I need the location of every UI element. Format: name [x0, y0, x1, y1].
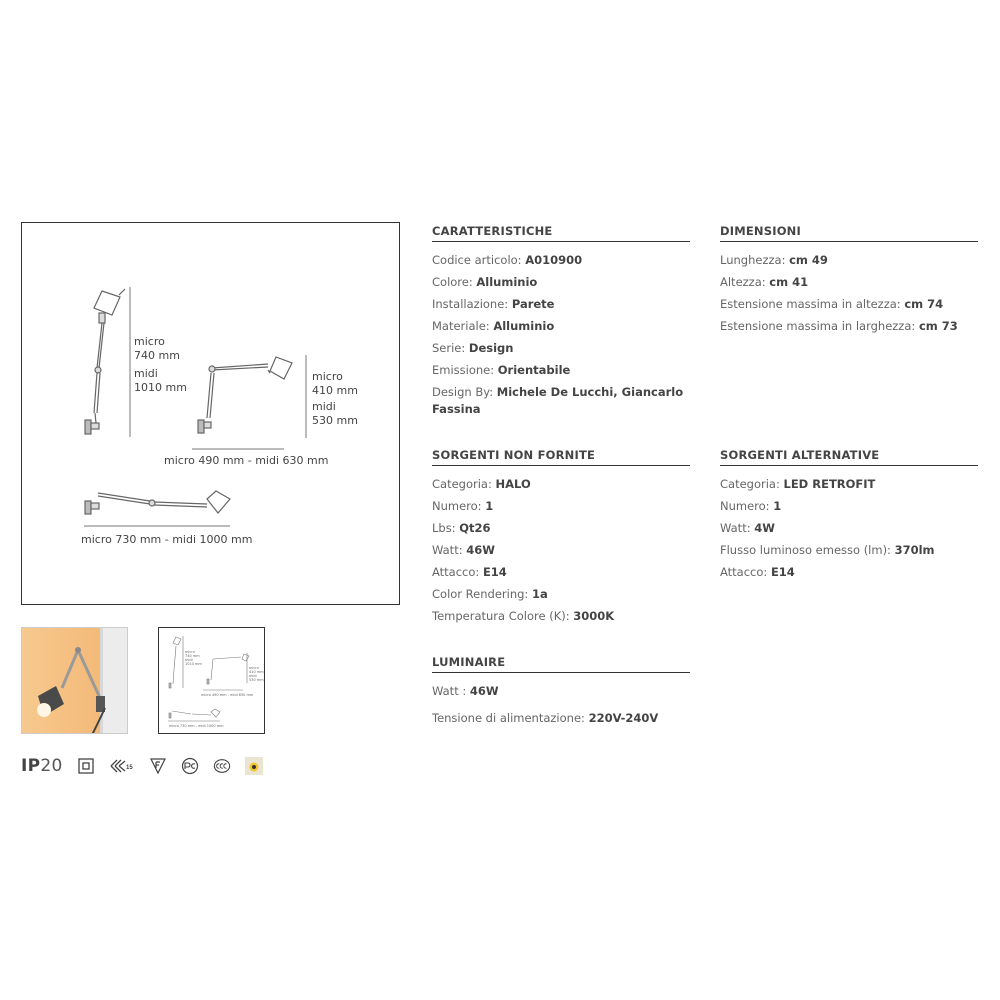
- luminaire-title: LUMINAIRE: [432, 655, 690, 673]
- caratteristiche-title: CARATTERISTICHE: [432, 224, 690, 242]
- spec-row-design-by: Design By: Michele De Lucchi, Giancarlo Fassina: [432, 385, 684, 416]
- bulb-icon: [245, 757, 263, 775]
- sorgenti-alternative-title: SORGENTI ALTERNATIVE: [720, 448, 978, 466]
- sorgenti-non-fornite-title: SORGENTI NON FORNITE: [432, 448, 690, 466]
- dimensioni-title: DIMENSIONI: [720, 224, 978, 242]
- ip-rating: IP20: [21, 756, 63, 776]
- angled-width-label: micro 490 mm - midi 630 mm: [164, 454, 329, 467]
- thumbnail-vertical-dims: micro 740 mm midi 1010 mm: [185, 650, 202, 666]
- dim-row-lunghezza: Lunghezza: cm 49: [720, 253, 828, 267]
- angled-midi-value: 530 mm: [312, 414, 358, 427]
- snf-row-color-rendering: Color Rendering: 1a: [432, 587, 548, 601]
- svg-text:15: 15: [125, 765, 133, 771]
- enec-icon: [109, 757, 135, 775]
- angled-midi-label: midi: [312, 400, 336, 413]
- spec-row-colore: Colore: Alluminio: [432, 275, 538, 289]
- vertical-lamp-figure: [85, 289, 125, 434]
- technical-drawing: [21, 222, 400, 605]
- dim-row-altezza: Altezza: cm 41: [720, 275, 809, 289]
- sa-row-watt: Watt: 4W: [720, 521, 775, 535]
- dimensioni-section: [720, 224, 978, 340]
- snf-row-temperatura: Temperatura Colore (K): 3000K: [432, 609, 615, 623]
- sorgenti-alternative-section: [720, 448, 978, 586]
- horizontal-lamp-figure: [85, 491, 230, 514]
- sa-row-flusso: Flusso luminoso emesso (lm): 370lm: [720, 543, 935, 557]
- pct-icon: [181, 757, 199, 775]
- thumbnail-angled-width: micro 490 mm - midi 630 mm: [201, 693, 254, 697]
- lamp-photo-image: [22, 628, 128, 734]
- snf-row-lbs: Lbs: Qt26: [432, 521, 491, 535]
- vertical-micro-value: 740 mm: [134, 349, 180, 362]
- sa-row-numero: Numero: 1: [720, 499, 782, 513]
- drawing-thumbnail[interactable]: [158, 627, 265, 734]
- vertical-micro-label: micro: [134, 335, 165, 348]
- vertical-midi-label: midi: [134, 367, 158, 380]
- vertical-midi-value: 1010 mm: [134, 381, 187, 394]
- spec-row-serie: Serie: Design: [432, 341, 514, 355]
- product-photo-thumbnail[interactable]: [21, 627, 128, 734]
- snf-row-categoria: Categoria: HALO: [432, 477, 531, 491]
- angled-lamp-figure: [198, 357, 292, 433]
- spec-row-codice: Codice articolo: A010900: [432, 253, 583, 267]
- sorgenti-non-fornite-section: [432, 448, 690, 630]
- snf-row-numero: Numero: 1: [432, 499, 494, 513]
- angled-micro-value: 410 mm: [312, 384, 358, 397]
- spec-row-emissione: Emissione: Orientabile: [432, 363, 571, 377]
- sa-row-categoria: Categoria: LED RETROFIT: [720, 477, 876, 491]
- snf-row-watt: Watt: 46W: [432, 543, 495, 557]
- dim-row-estensione-altezza: Estensione massima in altezza: cm 74: [720, 297, 944, 311]
- caratteristiche-section: [432, 224, 690, 423]
- spec-row-installazione: Installazione: Parete: [432, 297, 555, 311]
- dim-row-estensione-larghezza: Estensione massima in larghezza: cm 73: [720, 319, 958, 333]
- lum-row-tensione: Tensione di alimentazione: 220V-240V: [432, 711, 659, 725]
- angled-micro-label: micro: [312, 370, 343, 383]
- certification-icons: [21, 754, 277, 778]
- thumbnail-angled-dims: micro 410 mm midi 530 mm: [249, 666, 264, 682]
- f-mark-icon: [149, 757, 167, 775]
- sa-row-attacco: Attacco: E14: [720, 565, 795, 579]
- thumbnail-horizontal-width: micro 730 mm - midi 1000 mm: [169, 724, 224, 728]
- luminaire-section: [432, 655, 690, 732]
- horizontal-width-label: micro 730 mm - midi 1000 mm: [81, 533, 253, 546]
- snf-row-attacco: Attacco: E14: [432, 565, 507, 579]
- lum-row-watt: Watt : 46W: [432, 684, 499, 698]
- spec-row-materiale: Materiale: Alluminio: [432, 319, 555, 333]
- ccc-icon: [213, 757, 231, 775]
- double-insulation-icon: [77, 757, 95, 775]
